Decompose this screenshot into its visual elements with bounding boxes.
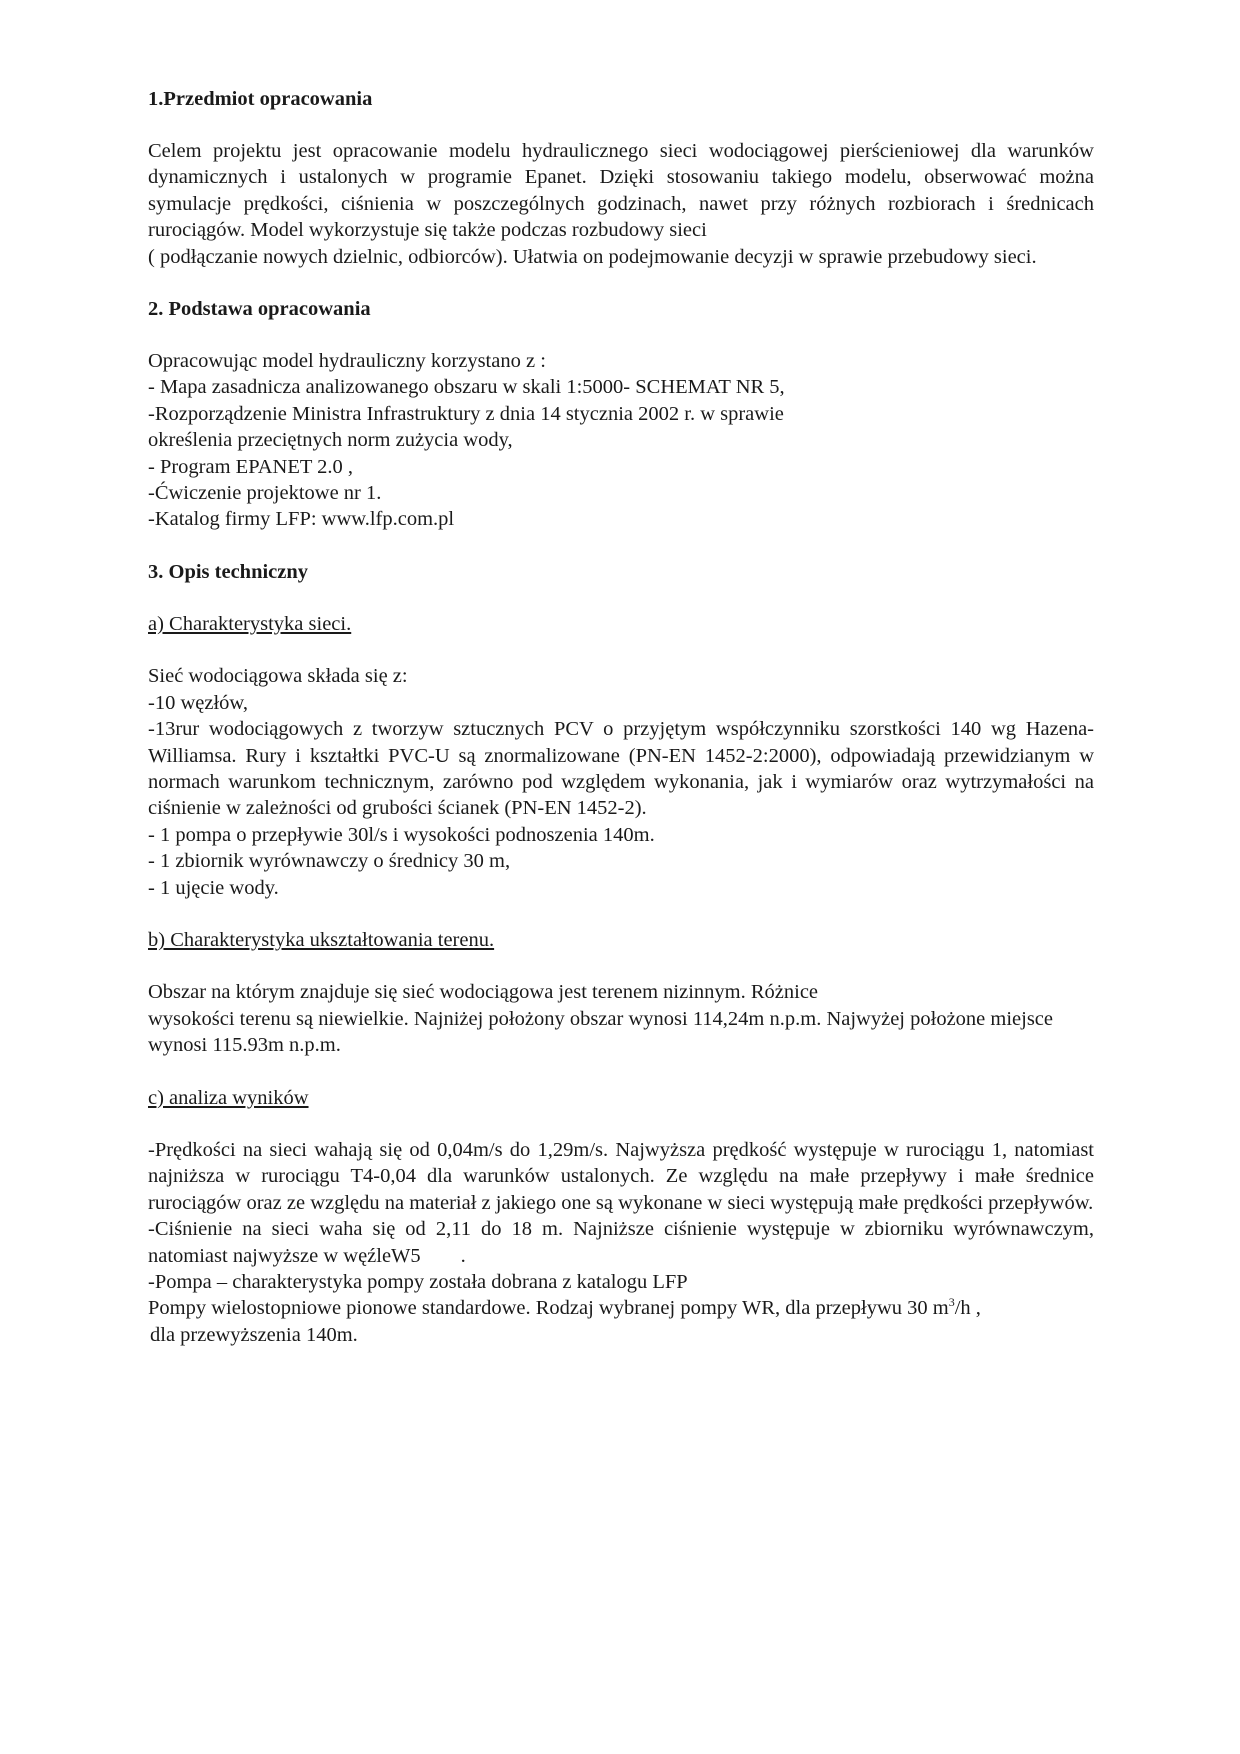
section-3-heading: 3. Opis techniczny xyxy=(148,560,309,583)
list-item: - 1 ujęcie wody. xyxy=(148,876,279,899)
list-item: określenia przeciętnych norm zużycia wody, xyxy=(148,429,513,452)
list-item: - Program EPANET 2.0 , xyxy=(148,455,353,478)
subsection-c-paragraph-2-tail: . xyxy=(460,1244,466,1267)
list-item: - 1 pompa o przepływie 30l/s i wysokości podnoszenia 140m. xyxy=(148,823,655,846)
section-2-heading: 2. Podstawa opracowania xyxy=(148,298,371,321)
subsection-b-title: b) Charakterystyka ukształtowania terenu. xyxy=(148,928,495,951)
list-item: - 1 zbiornik wyrównawczy o średnicy 30 m, xyxy=(148,850,511,873)
section-2-intro: Opracowując model hydrauliczny korzystano z : xyxy=(148,350,546,373)
subsection-c-paragraph-1: -Prędkości na sieci wahają się od 0,04m/s do 1,29m/s. Najwyższa prędkość występuje w rurociągu 1, natomiast najniższa w rurociągu T4-0,04 dla warunków ustalonych. Ze względu na małe przepływy i małe średnice rurociągów oraz ze względu na materiał z jakiego one są wykonane w sieci występują małe prędkości przepływów. xyxy=(148,1138,1094,1214)
list-item: - Mapa zasadnicza analizowanego obszaru w skali 1:5000- SCHEMAT NR 5, xyxy=(148,376,785,399)
subsection-a-title: a) Charakterystyka sieci. xyxy=(148,612,352,635)
subsection-b-line-2: wysokości terenu są niewielkie. Najniżej położony obszar wynosi 114,24m n.p.m. Najwyżej położone miejsce wynosi 115.93m n.p.m. xyxy=(148,1007,1054,1057)
subsection-c-title: c) analiza wyników xyxy=(148,1086,309,1109)
document-content xyxy=(148,86,1094,1348)
subsection-c-paragraph-2-text: -Ciśnienie na sieci waha się od 2,11 do 18 m. Najniższe ciśnienie występuje w zbiorniku wyrównawczym, natomiast najwyższe w węźleW5 xyxy=(148,1218,1094,1267)
section-1-paragraph-continuation: ( podłączanie nowych dzielnic, odbiorców). Ułatwia on podejmowanie decyzji w sprawie przebudowy sieci. xyxy=(148,245,1037,268)
list-item: -10 węzłów, xyxy=(148,691,248,714)
section-1-heading: 1.Przedmiot opracowania xyxy=(148,88,373,110)
list-item: -Ćwiczenie projektowe nr 1. xyxy=(148,482,382,505)
subsection-a-intro: Sieć wodociągowa składa się z: xyxy=(148,665,408,688)
pump-unit-superscript: 3 xyxy=(948,1295,955,1310)
pump-text-mid: /h , xyxy=(954,1297,981,1320)
subsection-b-line-1: Obszar na którym znajduje się sieć wodociągowa jest terenem nizinnym. Różnice xyxy=(148,981,819,1004)
list-item: -Katalog firmy LFP: www.lfp.com.pl xyxy=(148,508,455,531)
section-1-paragraph: Celem projektu jest opracowanie modelu hydraulicznego sieci wodociągowej pierścieniowej dla warunków dynamicznych i ustalonych w programie Epanet. Dzięki stosowaniu takiego modelu, obserwować można symulacje prędkości, ciśnienia w poszczególnych godzinach, nawet przy różnych rozbiorach i średnicach rurociągów. Model wykorzystuje się także podczas rozbudowy sieci xyxy=(148,140,1094,242)
subsection-c-paragraph-2 xyxy=(148,1216,1094,1269)
list-item: -13rur wodociągowych z tworzyw sztucznych PCV o przyjętym współczynniku szorstkości 140 wg Hazena-Williamsa. Rury i kształtki PVC-U są znormalizowane (PN-EN 1452-2:2000), odpowiadają przewidzianym w normach warunkom technicznym, zarówno pod względem wykonania, jak i wymiarów oraz wytrzymałości na ciśnienie w zależności od grubości ścianek (PN-EN 1452-2). xyxy=(148,718,1094,820)
subsection-c-paragraph-4-end: dla przewyższenia 140m. xyxy=(150,1323,358,1346)
pump-text-start: Pompy wielostopniowe pionowe standardowe. Rodzaj wybranej pompy WR, dla przepływu 30 m xyxy=(148,1297,949,1320)
subsection-c-paragraph-3: -Pompa – charakterystyka pompy została dobrana z katalogu LFP xyxy=(148,1271,688,1293)
subsection-c-paragraph-4 xyxy=(148,1295,1094,1321)
list-item: -Rozporządzenie Ministra Infrastruktury z dnia 14 stycznia 2002 r. w sprawie xyxy=(148,402,784,425)
